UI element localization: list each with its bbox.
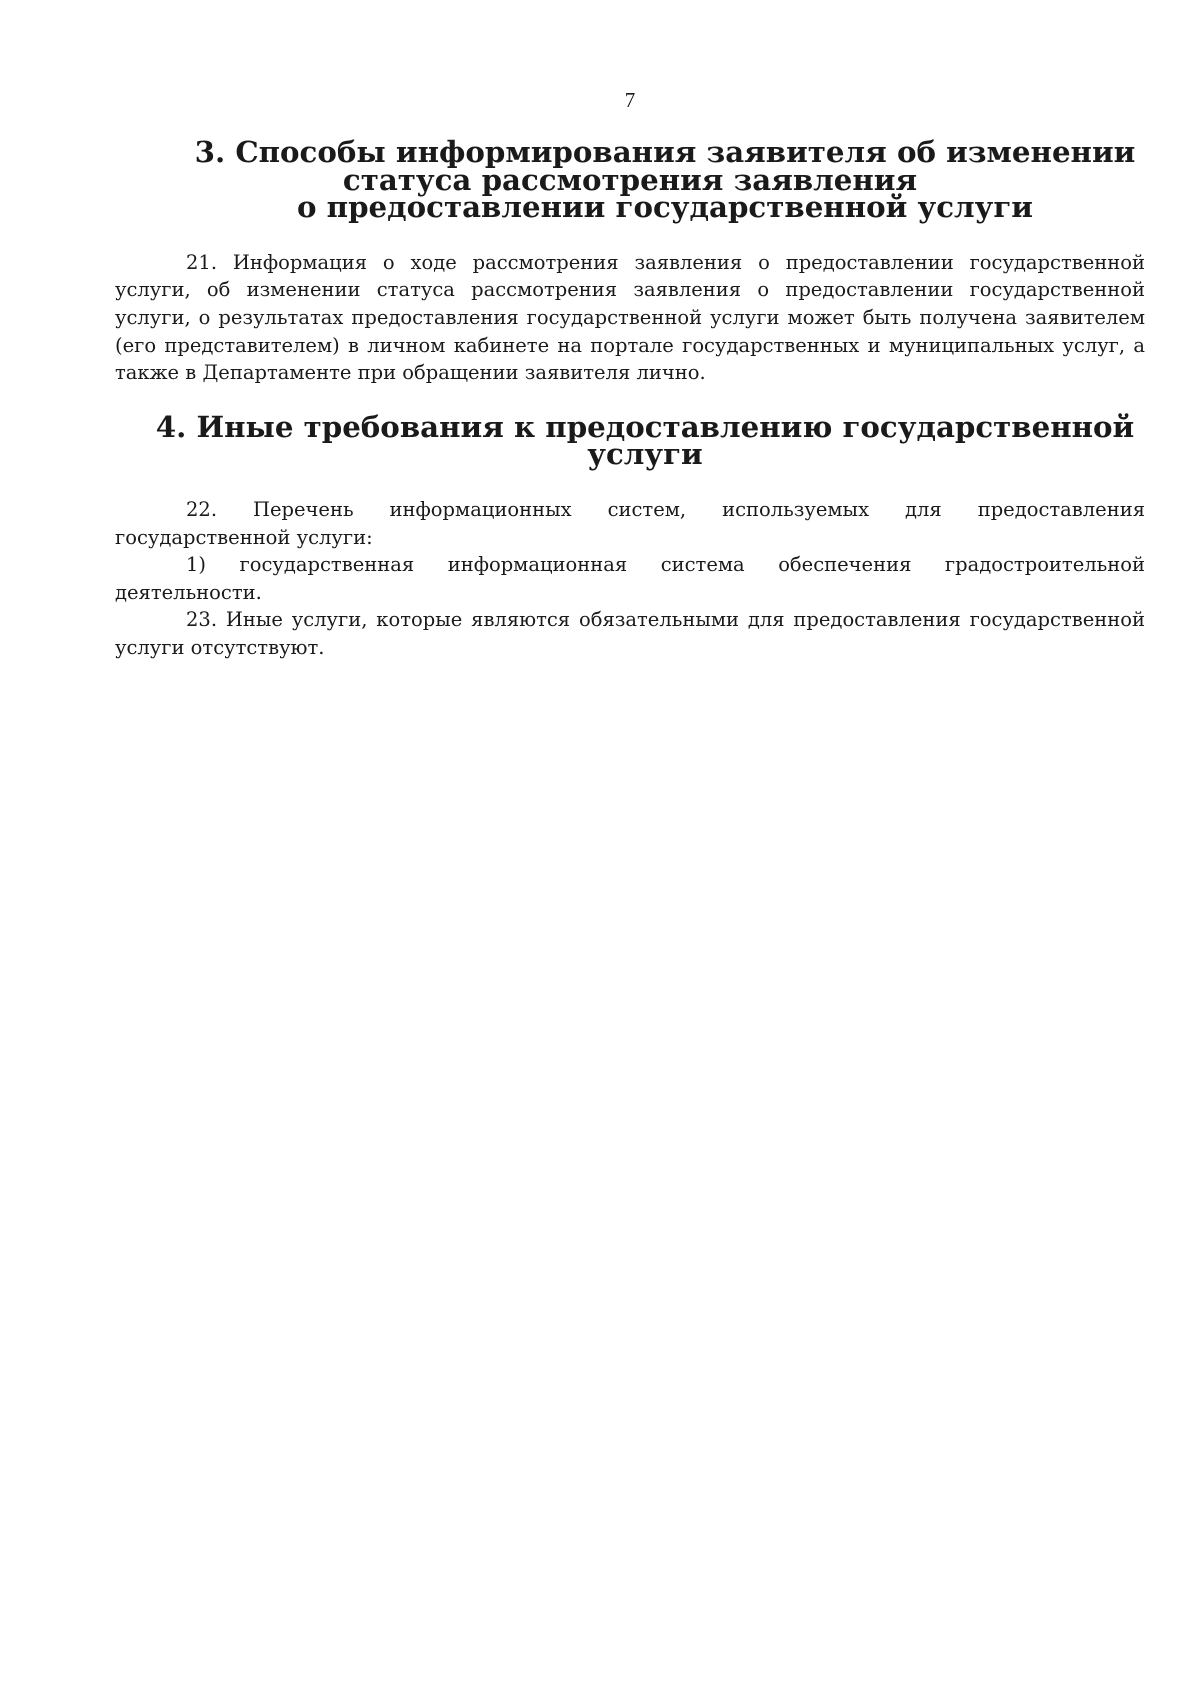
list-item-1 [115, 551, 1145, 579]
paragraph-21: 21. Информация о ходе рассмотрения заявления о предоставлении государственной услуги, об изменении статуса рассмотрения заявления о предоставлении государственной услуги, о результатах предоставления государственной услуги может быть получена заявителем (его представителем) в личном кабинете на портале государственных и муниципальных услуг, а также в Департаменте при обращении заявителя лично. [115, 250, 1145, 385]
paragraph-22: 22. Перечень информационных систем, используемых для предоставления государственной услуги: [115, 497, 1145, 549]
section-3-heading-line-1: 3. Способы информирования заявителя об изменении статуса рассмотрения заявления [194, 135, 1136, 197]
list-item-1-text: 1) государственная информационная система обеспечения градостроительной [186, 553, 1145, 577]
page-number: 7 [624, 88, 636, 112]
section-4-heading [115, 409, 1145, 472]
document-body [115, 135, 1145, 662]
list-item-1-continuation: деятельности. [115, 580, 262, 604]
section-3-heading-line-2: о предоставлении государственной услуги [296, 190, 1034, 225]
section-4-heading-line: 4. Иные требования к предоставлению государственной услуги [155, 409, 1135, 472]
paragraph-23: 23. Иные услуги, которые являются обязательными для предоставления государственной услуги отсутствуют. [115, 608, 1145, 659]
section-3-heading [115, 135, 1145, 225]
